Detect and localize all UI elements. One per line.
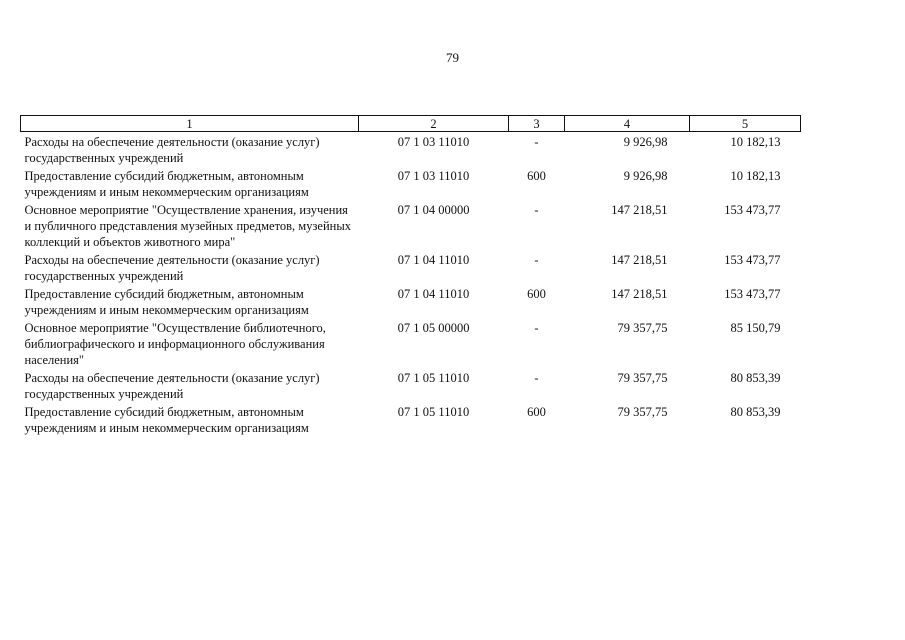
row-amount-col5: 10 182,13 — [730, 135, 781, 149]
table-row — [21, 200, 801, 250]
row-expense-type: - — [534, 371, 539, 385]
row-expense-type: - — [534, 135, 539, 149]
row-amount-col4: 147 218,51 — [611, 287, 668, 301]
table-header-row — [21, 116, 801, 132]
row-expense-type: 600 — [527, 405, 546, 419]
row-name: Основное мероприятие "Осуществление хранения, изучения и публичного представления музейных предметов, музейных коллекций и объектов животного мира" — [24, 203, 351, 249]
row-name: Расходы на обеспечение деятельности (оказание услуг) государственных учреждений — [24, 371, 320, 401]
row-amount-col4: 79 357,75 — [617, 405, 668, 419]
row-amount-col4: 147 218,51 — [611, 203, 668, 217]
row-amount-col5: 80 853,39 — [730, 371, 781, 385]
row-amount-col4: 147 218,51 — [611, 253, 668, 267]
row-expense-type: - — [534, 253, 539, 267]
column-header-5: 5 — [690, 116, 801, 132]
page-number: 79 — [446, 50, 459, 65]
row-code: 07 1 05 11010 — [397, 405, 470, 419]
row-amount-col4: 79 357,75 — [617, 321, 668, 335]
row-code: 07 1 04 11010 — [397, 253, 470, 267]
row-amount-col5: 153 473,77 — [724, 287, 781, 301]
row-amount-col4: 9 926,98 — [623, 135, 668, 149]
row-amount-col5: 85 150,79 — [730, 321, 781, 335]
row-expense-type: - — [534, 321, 539, 335]
row-code: 07 1 05 00000 — [397, 321, 470, 335]
row-code: 07 1 04 11010 — [397, 287, 470, 301]
table-row — [21, 318, 801, 368]
row-name: Предоставление субсидий бюджетным, автономным учреждениям и иным некоммерческим организациям — [24, 169, 309, 199]
row-code: 07 1 03 11010 — [397, 135, 470, 149]
column-header-1: 1 — [21, 116, 359, 132]
table-row — [21, 250, 801, 284]
table-row — [21, 284, 801, 318]
row-expense-type: - — [534, 203, 539, 217]
row-name: Расходы на обеспечение деятельности (оказание услуг) государственных учреждений — [24, 135, 320, 165]
table-row — [21, 166, 801, 200]
row-amount-col5: 80 853,39 — [730, 405, 781, 419]
row-code: 07 1 04 00000 — [397, 203, 470, 217]
row-amount-col4: 9 926,98 — [623, 169, 668, 183]
row-amount-col4: 79 357,75 — [617, 371, 668, 385]
row-amount-col5: 10 182,13 — [730, 169, 781, 183]
table-row — [21, 368, 801, 402]
row-code: 07 1 05 11010 — [397, 371, 470, 385]
column-header-4: 4 — [565, 116, 690, 132]
column-header-2: 2 — [359, 116, 509, 132]
budget-table — [20, 115, 801, 436]
row-name: Предоставление субсидий бюджетным, автономным учреждениям и иным некоммерческим организациям — [24, 287, 309, 317]
row-amount-col5: 153 473,77 — [724, 203, 781, 217]
row-amount-col5: 153 473,77 — [724, 253, 781, 267]
table-row — [21, 402, 801, 436]
table-row — [21, 132, 801, 167]
row-name: Расходы на обеспечение деятельности (оказание услуг) государственных учреждений — [24, 253, 320, 283]
row-expense-type: 600 — [527, 169, 546, 183]
row-expense-type: 600 — [527, 287, 546, 301]
column-header-3: 3 — [509, 116, 565, 132]
row-name: Основное мероприятие "Осуществление библиотечного, библиографического и информационного обслуживания населения" — [24, 321, 326, 367]
row-name: Предоставление субсидий бюджетным, автономным учреждениям и иным некоммерческим организациям — [24, 405, 309, 435]
row-code: 07 1 03 11010 — [397, 169, 470, 183]
